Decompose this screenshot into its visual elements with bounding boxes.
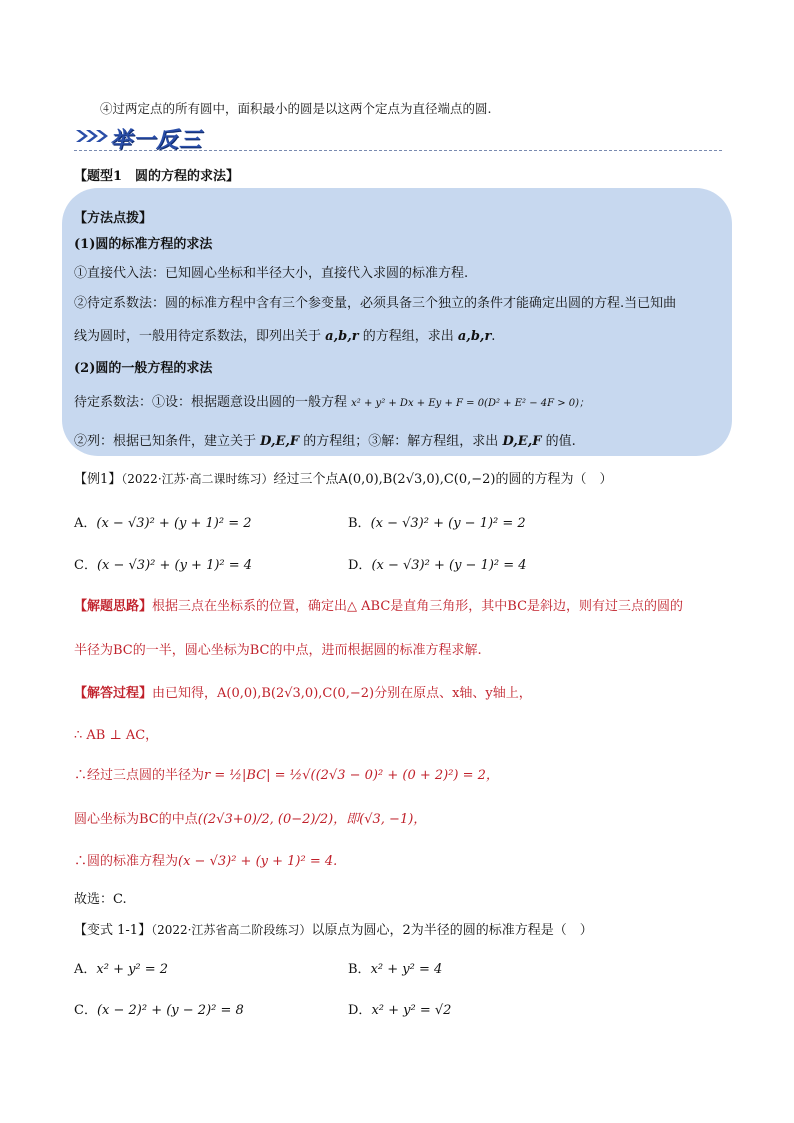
example1-option-c [74, 554, 252, 573]
option-a-text: (x − √3)² + (y + 1)² = 2 [96, 516, 252, 531]
variant1-question: 以原点为圆心，2为半径的圆的标准方程是（ ） [311, 923, 593, 938]
method-p4-text-b: 的方程组；③解：解方程组，求出 [303, 434, 499, 449]
example1-label: 【例1】 [74, 472, 122, 487]
v-option-c-label: C． [74, 1003, 97, 1018]
method-p3-text: 待定系数法：①设：根据题意设出圆的一般方程 [74, 395, 348, 410]
example1-option-b [348, 512, 526, 531]
method-p2-line1: ②待定系数法：圆的标准方程中含有三个参变量，必须具备三个独立的条件才能确定出圆的方程.当已知曲 [74, 296, 677, 311]
solution-label: 【解答过程】 [74, 686, 153, 701]
top-note: ④过两定点的所有圆中，面积最小的圆是以这两个定点为直径端点的圆. [100, 101, 492, 116]
example1-solution-line5 [74, 850, 337, 869]
section-banner [74, 123, 204, 153]
method-sub1: (1)圆的标准方程的求法 [74, 237, 213, 252]
solution-text-4: 圆心坐标为BC的中点 [74, 812, 198, 827]
method-p2-text-a: 线为圆时，一般用待定系数法，即列出关于 [74, 329, 322, 344]
solution-text-1: 由已知得，A(0,0),B(2√3,0),C(0,−2)分别在原点、x轴、y轴上， [152, 686, 532, 701]
method-sub2: (2)圆的一般方程的求法 [74, 361, 213, 376]
method-p4-text-a: ②列：根据已知条件，建立关于 [74, 434, 257, 449]
variant1-option-b [348, 958, 442, 977]
option-c-text: (x − √3)² + (y + 1)² = 4 [96, 558, 253, 573]
method-title: 【方法点拨】 [74, 211, 153, 226]
radius-equation: r = ½|BC| = ½√((2√3 − 0)² + (0 + 2)²) = 2， [204, 768, 499, 783]
method-p1: ①直接代入法：已知圆心坐标和半径大小，直接代入求圆的标准方程. [74, 266, 469, 281]
option-b-text: (x − √3)² + (y − 1)² = 2 [370, 516, 526, 531]
variant1-option-a [74, 958, 168, 977]
section-divider [74, 150, 722, 151]
example1-answer: 故选：C. [74, 892, 127, 907]
final-equation: (x − √3)² + (y + 1)² = 4. [178, 854, 338, 869]
v-option-b-label: B． [348, 962, 371, 977]
method-p2-text-b: 的方程组，求出 [362, 329, 454, 344]
variant1-source: （2022·江苏省高二阶段练习） [151, 923, 312, 937]
v-option-d-text: x² + y² = √2 [371, 1003, 452, 1018]
method-p2-line2 [74, 325, 495, 344]
example1-solution-line3 [74, 764, 499, 783]
solution-text-5: ∴圆的标准方程为 [74, 854, 179, 869]
v-option-a-label: A． [74, 962, 97, 977]
example1-question: 经过三个点A(0,0),B(2√3,0),C(0,−2)的圆的方程为（ ） [273, 472, 613, 487]
example1-option-a [74, 512, 252, 531]
method-p4-text-c: 的值. [545, 434, 576, 449]
example1-solution-line4 [74, 808, 426, 827]
banner-text: 举一反三 [110, 127, 203, 153]
method-p4-vars-repeat: D,E,F [502, 434, 542, 449]
method-p2-text-c: . [491, 329, 496, 344]
option-b-label: B． [348, 516, 371, 531]
v-option-c-text: (x − 2)² + (y − 2)² = 8 [96, 1003, 244, 1018]
option-d-text: (x − √3)² + (y − 1)² = 4 [371, 558, 527, 573]
method-p4-vars: D,E,F [260, 434, 300, 449]
method-p3 [74, 391, 589, 410]
idea-label: 【解题思路】 [74, 599, 153, 614]
v-option-a-text: x² + y² = 2 [96, 962, 169, 977]
v-option-d-label: D． [348, 1003, 372, 1018]
v-option-b-text: x² + y² = 4 [370, 962, 443, 977]
example1-idea-line2: 半径为BC的一半，圆心坐标为BC的中点，进而根据圆的标准方程求解. [74, 643, 482, 658]
center-coordinates: ((2√3+0)/2, (0−2)/2)，即(√3, −1)， [197, 812, 427, 827]
example1-option-d [348, 554, 527, 573]
solution-text-3: ∴经过三点圆的半径为 [74, 768, 205, 783]
variant1-option-c [74, 999, 244, 1018]
method-p2-vars: a,b,r [325, 329, 359, 344]
example1-stem [74, 468, 613, 487]
example1-source: （2022·江苏·高二课时练习） [121, 472, 274, 486]
option-a-label: A． [74, 516, 97, 531]
example1-idea-line1 [74, 595, 683, 614]
option-d-label: D． [348, 558, 372, 573]
general-equation: x² + y² + Dx + Ey + F = 0(D² + E² − 4F > 0)； [351, 398, 590, 409]
method-box [62, 188, 732, 456]
variant1-stem [74, 919, 593, 938]
variant1-label: 【变式 1-1】 [74, 923, 152, 938]
idea-text-1: 根据三点在坐标系的位置，确定出△ ABC是直角三角形，其中BC是斜边，则有过三点的圆的 [152, 599, 684, 614]
question-type-title: 【题型1 圆的方程的求法】 [74, 169, 240, 184]
example1-solution-line1 [74, 682, 532, 701]
option-c-label: C． [74, 558, 97, 573]
example1-solution-line2: ∴ AB ⊥ AC， [74, 728, 159, 743]
method-p2-vars-repeat: a,b,r [457, 329, 492, 344]
variant1-option-d [348, 999, 451, 1018]
method-p4 [74, 430, 576, 449]
